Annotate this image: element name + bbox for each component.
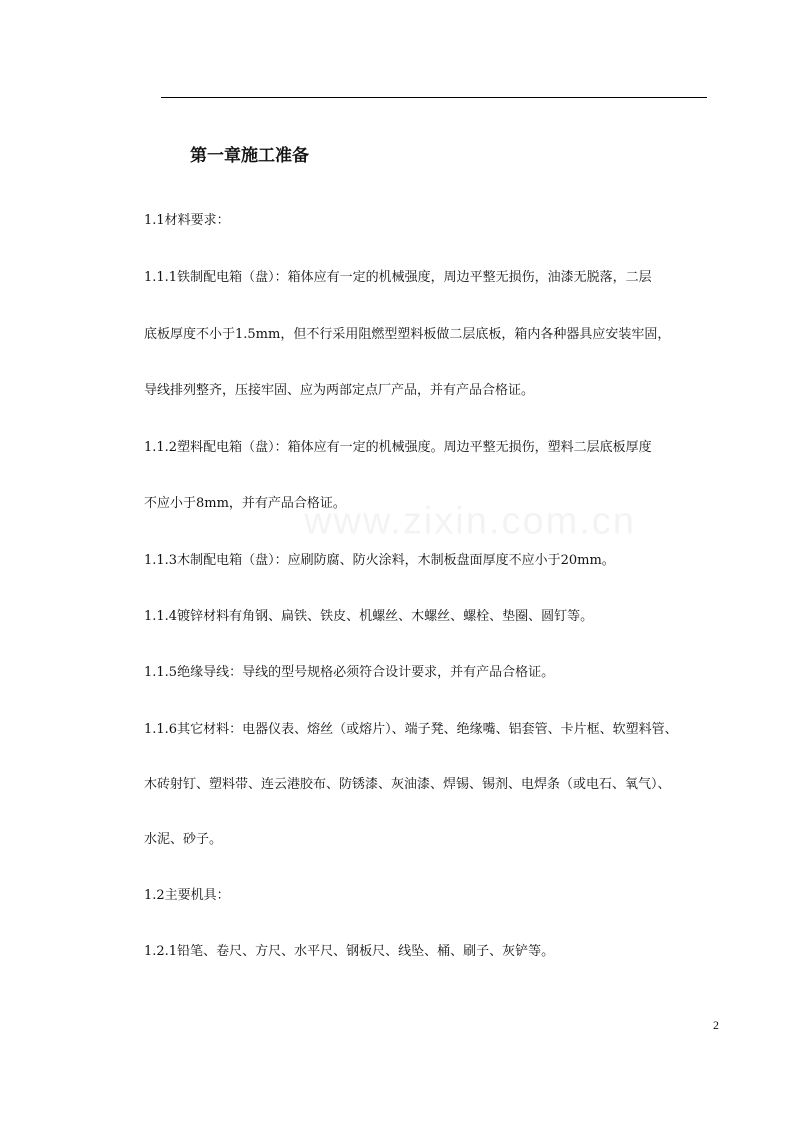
section-heading-1-2: 1.2主要机具： [144,888,230,903]
paragraph-line: 水泥、砂子。 [144,832,223,847]
paragraph-line: 1.1.4镀锌材料有角钢、扁铁、铁皮、机螺丝、木螺丝、螺栓、垫圈、圆钉等。 [144,609,594,624]
chapter-title: 第一章施工准备 [190,146,309,166]
section-heading-1-1: 1.1材料要求： [144,213,230,228]
header-rule [161,97,707,98]
paragraph-line: 1.1.2塑料配电箱（盘）：箱体应有一定的机械强度。周边平整无损伤，塑料二层底板厚度 [144,440,652,455]
paragraph-line: 导线排列整齐，压接牢固、应为两部定点厂产品，并有产品合格证。 [144,383,535,398]
paragraph-line: 1.1.1铁制配电箱（盘）：箱体应有一定的机械强度，周边平整无损伤，油漆无脱落，二层 [144,270,652,285]
paragraph-line: 1.1.3木制配电箱（盘）：应刷防腐、防火涂料，木制板盘面厚度不应小于20mm。 [144,553,615,568]
page-number: 2 [713,1018,719,1032]
paragraph-line: 1.2.1铅笔、卷尺、方尺、水平尺、钢板尺、线坠、桶、刷子、灰铲等。 [144,944,555,959]
paragraph-line: 不应小于8mm，并有产品合格证。 [144,496,346,511]
paragraph-line: 1.1.6其它材料：电器仪表、熔丝（或熔片）、端子凳、绝缘嘴、铝套管、卡片框、软塑料管、 [144,722,678,737]
watermark [304,501,636,544]
paragraph-line: 1.1.5绝缘导线：导线的型号规格必须符合设计要求，并有产品合格证。 [144,665,555,680]
paragraph-line: 木砖射钉、塑料带、连云港胶布、防锈漆、灰油漆、焊锡、锡剂、电焊条（或电石、氧气）、 [144,777,671,792]
paragraph-line: 底板厚度不小于1.5mm，但不行采用阻燃型塑料板做二层底板，箱内各种器具应安装牢固， [144,327,671,342]
